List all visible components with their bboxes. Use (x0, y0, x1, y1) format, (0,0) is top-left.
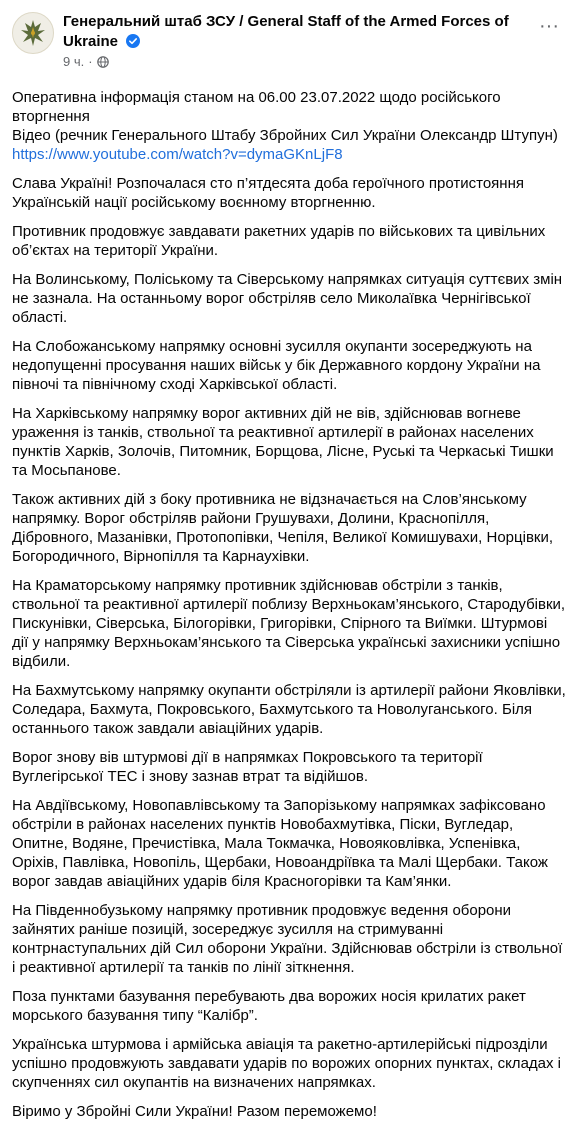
avatar[interactable] (12, 12, 54, 54)
post-paragraph-3: Противник продовжує завдавати ракетних ударів по військових та цивільних об’єктах на території України. (12, 223, 546, 259)
post-paragraph-10: Ворог знову вів штурмові дії в напрямках Покровського та території Вуглегірської ТЕС і знову зазнав втрат та відійшов. (12, 749, 483, 785)
post-time[interactable]: 9 ч. (63, 54, 85, 69)
globe-icon[interactable] (97, 56, 109, 68)
post-paragraph-12: На Південнобузькому напрямку противник продовжує ведення оборони зайнятих раніше позицій, зосереджує зусилля на стримуванні контрнаступальних дій Сил оборони України. Здійснював обстріли із ствольної і реактивної артилерії та танків по лінії зіткнення. (12, 902, 563, 976)
post-paragraph-14: Українська штурмова і армійська авіація та ракетно-артилерійські підрозділи успішно продовжують завдавати ударів по ворожих опорних пунктах, складах і скупченнях сил окупантів на визначених напрямках. (12, 1036, 562, 1091)
post-paragraph-1 (12, 88, 567, 164)
page-name-link[interactable] (63, 12, 531, 52)
more-options-icon: ··· (539, 14, 559, 37)
trident-emblem-icon (18, 18, 48, 48)
post-title-line: Оперативна інформація станом на 06.00 23.07.2022 щодо російського вторгнення (12, 89, 501, 125)
post-paragraph-6: На Харківському напрямку ворог активних дій не вів, здійснював вогневе ураження із танків, ствольної та реактивної артилерії в районах населених пунктів Харків, Золочів, Питомник, Борщова, Лісне, Руські та Черкаські Тишки та Мосьпанове. (12, 405, 554, 479)
post-paragraph-9: На Бахмутському напрямку окупанти обстріляли із артилерії райони Яковлівки, Соледара, Бахмута, Покровського, Бахмутського та Новолуганського. Біля останнього також завдали авіаційних ударів. (12, 682, 566, 737)
post-paragraph-8: На Краматорському напрямку противник здійснював обстріли з танків, ствольної та реактивної артилерії поблизу Верхньокам’янського, Стародубівки, Пискунівки, Сіверська, Білогорівки, Григорівки, Спірного та Виїмки. Штурмові дії у напрямку Верхньокам’янського та Сіверська українські захисники успішно відбили. (12, 577, 566, 670)
post-paragraph-4: На Волинському, Поліському та Сіверському напрямках ситуація суттєвих змін не зазнала. На останньому ворог обстріляв село Миколаївка Чернігівської області. (12, 271, 563, 326)
post-body (12, 88, 567, 1121)
page-name[interactable]: Генеральний штаб ЗСУ / General Staff of the Armed Forces of Ukraine (63, 13, 509, 50)
post-paragraph-7: Також активних дій з боку противника не відзначається на Слов’янському напрямку. Ворог обстріляв райони Грушувахи, Долини, Краснопілля, Дібровного, Мазанівки, Протопопівки, Чепіля, Великої Комишувахи, Норцівки, Богородичного, Вірнопілля та Карнаухівки. (12, 491, 554, 565)
post-paragraph-5: На Слобожанському напрямку основні зусилля окупанти зосереджують на недопущенні просування наших військ у бік Державного кордону України на півночі та північному сході Харківської області. (12, 338, 541, 393)
video-caption-line: Відео (речник Генерального Штабу Збройних Сил України Олександр Штупун) (12, 127, 558, 144)
more-options-button[interactable] (531, 8, 567, 44)
youtube-link[interactable]: https://www.youtube.com/watch?v=dymaGKnLjF8 (12, 146, 343, 163)
post-paragraph-11: На Авдіївському, Новопавлівському та Запорізькому напрямках зафіксовано обстріли в районах населених пунктів Новобахмутівка, Піски, Вугледар, Опитне, Водяне, Пречистівка, Мала Токмачка, Новояковлівка, Успенівка, Оріхів, Павлівка, Новопіль, Щербаки, Новоандріївка та Малі Щербаки. Також ворог завдав авіаційних ударів біля Красногорівки та Кам’янки. (12, 797, 548, 890)
post-header-text (63, 12, 531, 69)
post-meta (63, 54, 531, 69)
post-paragraph-15: Віримо у Збройні Сили України! Разом переможемо! (12, 1103, 377, 1120)
post-paragraph-13: Поза пунктами базування перебувають два ворожих носія крилатих ракет морського базування типу “Калібр”. (12, 988, 526, 1024)
verified-badge-icon (126, 34, 140, 48)
post-header (12, 12, 567, 68)
meta-separator: · (88, 54, 93, 69)
post-paragraph-2: Слава Україні! Розпочалася сто п’ятдесята доба героїчного протистояння Українській нації російському воєнному вторгненню. (12, 175, 524, 211)
